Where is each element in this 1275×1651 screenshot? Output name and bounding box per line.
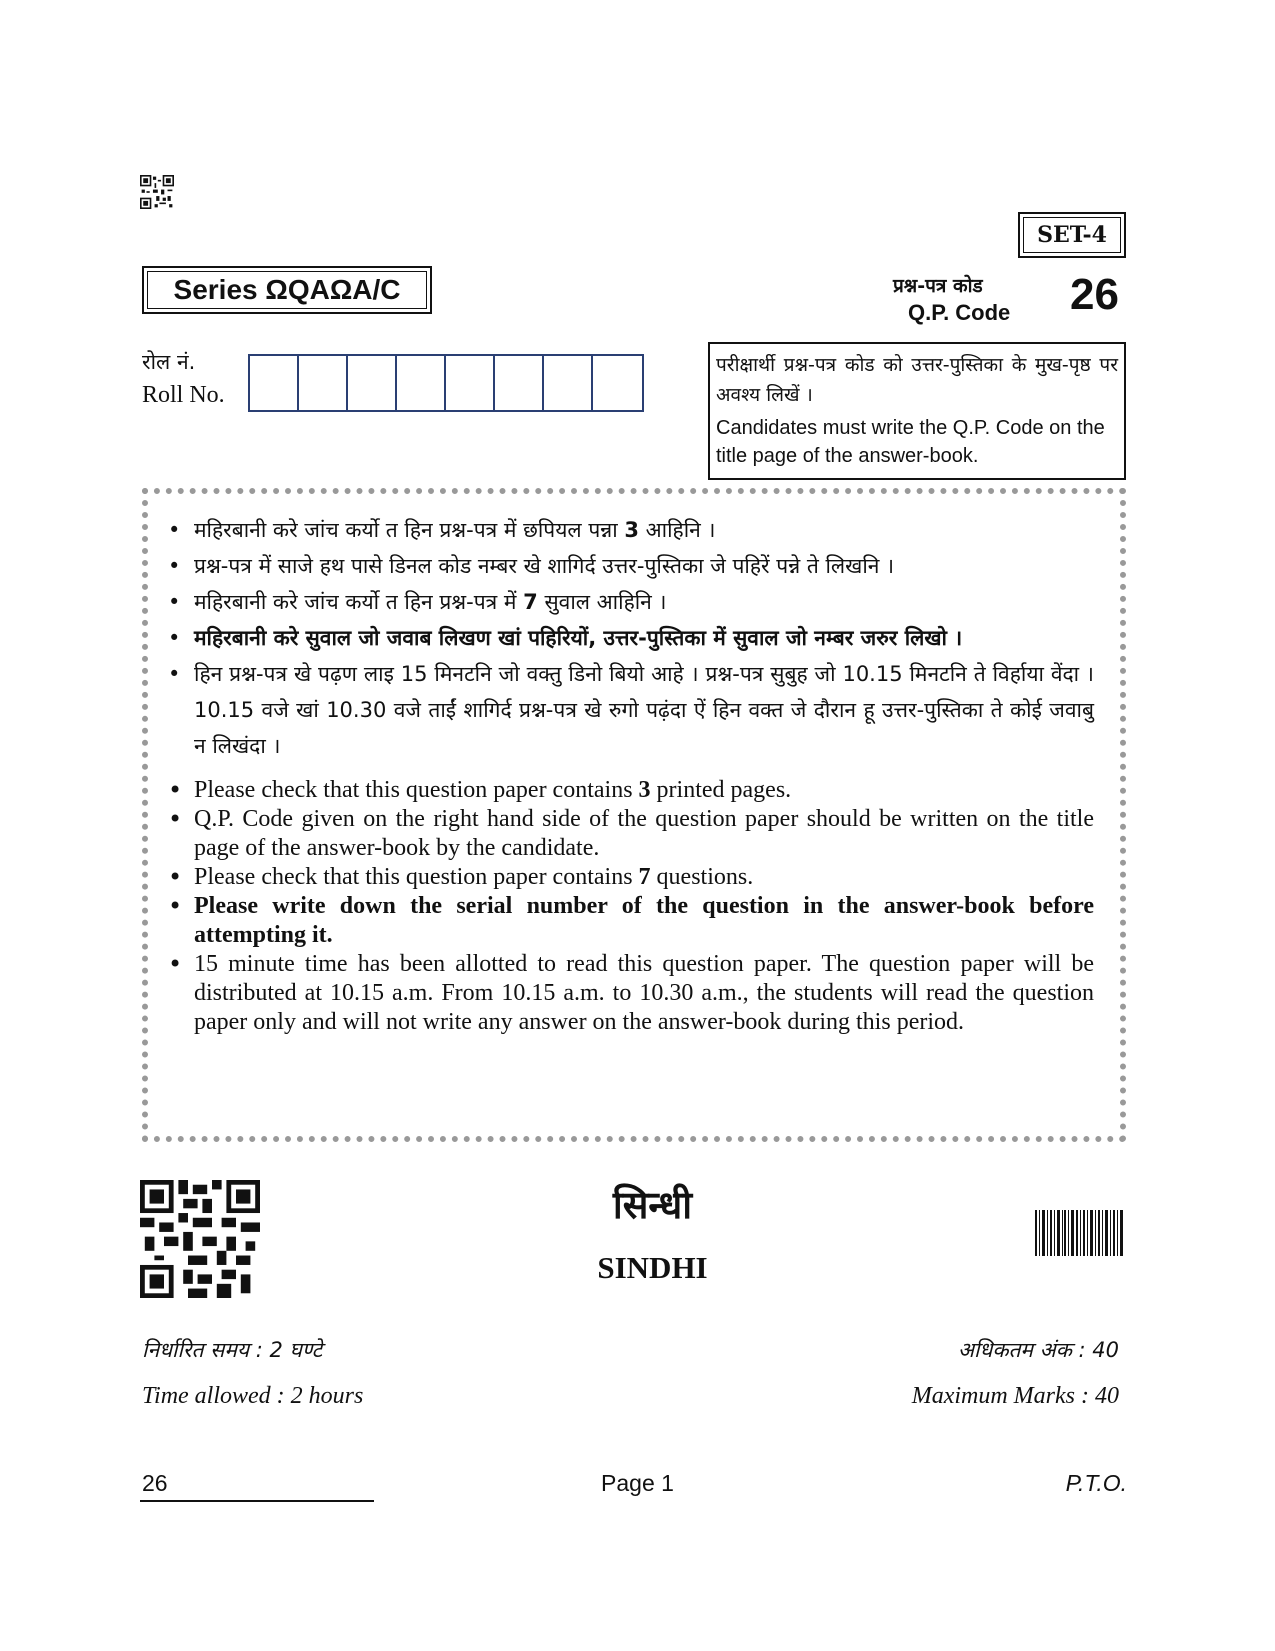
qp-code-label-hindi: प्रश्न-पत्र कोड [893,275,983,297]
instruction-english-item-post: printed pages. [650,777,792,803]
instructions-hindi-list [162,512,1094,764]
time-allowed-hindi: निर्धारित समय : 2 घण्टे [142,1338,323,1362]
instruction-english-item-post: questions. [650,864,754,890]
candidate-note-english: Candidates must write the Q.P. Code on the title page of the answer-book. [716,417,1105,467]
instruction-english-item-bold: Please write down the serial number of the question in the answer-book before attempting it. [194,893,1094,948]
instruction-hindi-item [162,548,1094,584]
roll-number-box[interactable] [593,356,642,410]
qp-code-label: Q.P. Code [908,300,1011,325]
instruction-hindi-item-post: आहिनि । [638,518,716,542]
instruction-english-item [162,805,1094,863]
instruction-english-item-pre: Q.P. Code given on the right hand side of the question paper should be written on the title page of the answer-book by the candidate. [194,806,1094,861]
instruction-hindi-item-bold: 7 [523,590,538,614]
instruction-english-item-bold: 7 [638,864,651,890]
series-label: Series ΩQAΩA/C [142,266,432,314]
pto-label: P.T.O. [1065,1470,1127,1496]
candidate-note-hindi: परीक्षार्थी प्रश्न-पत्र कोड को उत्तर-पुस्तिका के मुख-पृष्ठ पर अवश्य लिखें । [716,354,1118,406]
instruction-hindi-item-pre: प्रश्न-पत्र में साजे हथ पासे डिनल कोड नम्बर खे शागिर्द उत्तर-पुस्तिका जे पहिरें पन्ने ते लिखनि । [194,554,895,578]
roll-number-boxes [248,354,644,412]
instruction-hindi-item-post: सुवाल आहिनि । [537,590,667,614]
instruction-hindi-item-pre: महिरबानी करे जांच कर्यो त हिन प्रश्न-पत्र में [194,590,524,614]
roll-number-box[interactable] [299,356,348,410]
roll-number-box[interactable] [446,356,495,410]
footer-code: 26 [142,1470,168,1496]
instruction-hindi-item-bold: 3 [624,518,639,542]
instruction-english-item-pre: Please check that this question paper contains [194,777,639,803]
qr-code-small-icon [140,175,174,209]
instruction-hindi-item-bold: महिरबानी करे सुवाल जो जवाब लिखण खां पहिरियों, उत्तर-पुस्तिका में सुवाल जो नम्बर जरुर लिखो । [194,626,963,650]
qp-code-value: 26 [1070,270,1119,319]
time-allowed: Time allowed : 2 hours [142,1383,364,1409]
instruction-english-item-bold: 3 [638,777,651,803]
instruction-hindi-item-pre: महिरबानी करे जांच कर्यो त हिन प्रश्न-पत्र में छपियल पन्ना [194,518,625,542]
roll-number-box[interactable] [397,356,446,410]
roll-number-box[interactable] [250,356,299,410]
subject-title: SINDHI [597,1250,708,1285]
candidate-note-box [708,342,1126,480]
instructions-box [142,488,1126,1142]
instruction-hindi-item-pre: हिन प्रश्न-पत्र खे पढ़ण लाइ 15 मिनटनि जो वक्तु डिनो बियो आहे । प्रश्न-पत्र सुबुह जो 10.15 मिनटनि ते विर्हाया वेंदा । 10.15 वजे खां 10.30 वजे ताईं शागिर्द प्रश्न-पत्र खे रुगो पढ़ंदा ऐं हिन वक्त जे दौरान हू उत्तर-पुस्तिका ते कोई जवाबु न लिखंदा । [194,662,1094,758]
roll-number-box[interactable] [348,356,397,410]
roll-number-label: Roll No. [142,382,225,408]
instruction-hindi-item [162,584,1094,620]
instruction-english-item [162,863,1094,892]
roll-number-label-hindi: रोल नं. [142,350,196,374]
maximum-marks-hindi: अधिकतम अंक : 40 [957,1338,1119,1362]
instruction-english-item [162,950,1094,1037]
footer-divider [140,1500,374,1502]
instruction-english-item [162,892,1094,950]
set-label: SET-4 [1018,212,1126,258]
roll-number-box[interactable] [495,356,544,410]
instruction-hindi-item [162,512,1094,548]
instruction-english-item-pre: Please check that this question paper contains [194,864,639,890]
subject-title-hindi: सिन्धी [612,1183,693,1227]
instruction-hindi-item [162,656,1094,764]
maximum-marks: Maximum Marks : 40 [911,1383,1119,1409]
instruction-english-item-pre: 15 minute time has been allotted to read this question paper. The question paper will be distributed at 10.15 a.m. From 10.15 a.m. to 10.30 a.m., the students will read the question paper only and will not write any answer on the answer-book during this period. [194,951,1094,1035]
page-number: Page 1 [601,1470,674,1496]
instruction-english-item [162,776,1094,805]
instructions-english-list [162,776,1094,1037]
roll-number-box[interactable] [544,356,593,410]
instruction-hindi-item [162,620,1094,656]
